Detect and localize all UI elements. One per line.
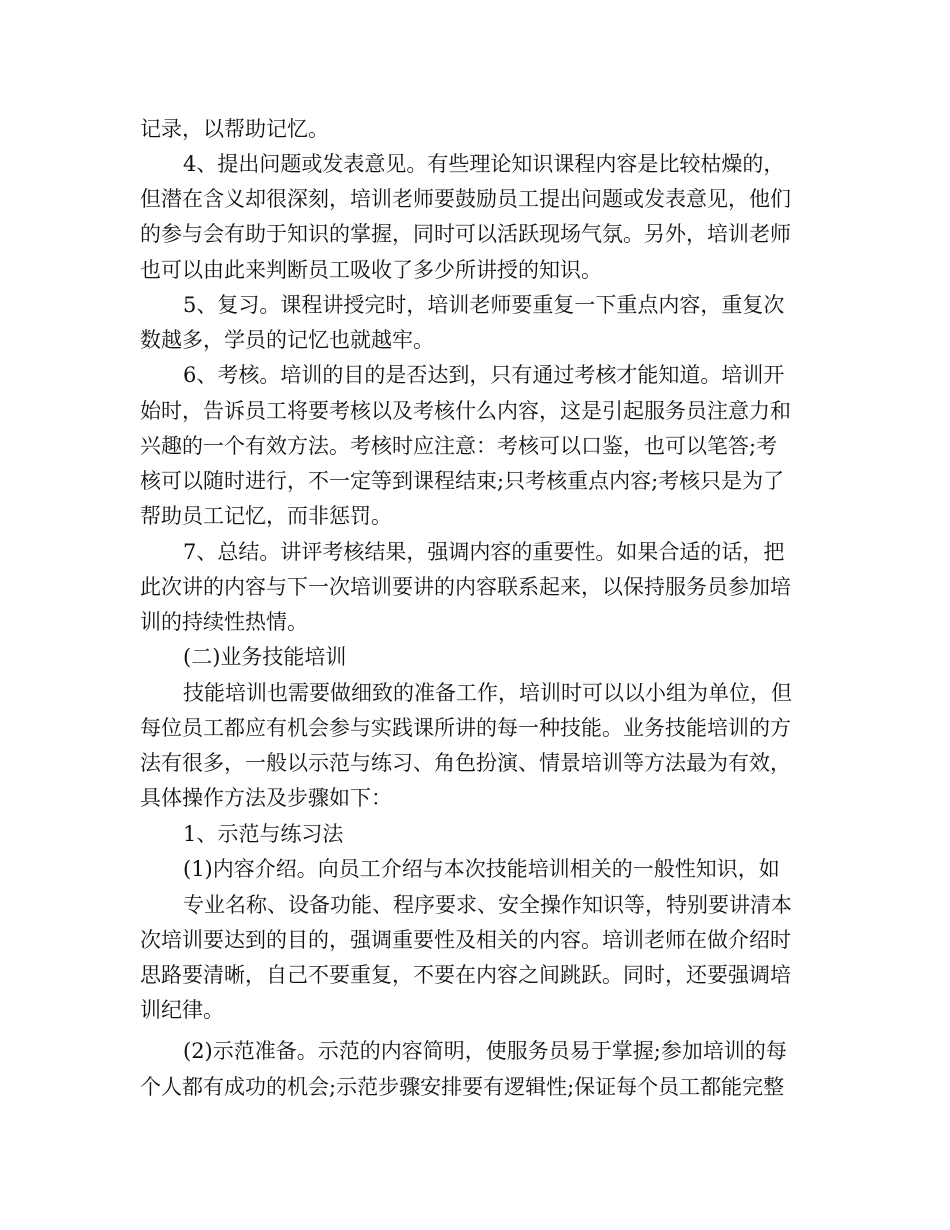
text-line: 次培训要达到的目的，强调重要性及相关的内容。培训老师在做介绍时 bbox=[140, 928, 791, 952]
text-line: 始时，告诉员工将要考核以及考核什么内容，这是引起服务员注意力和 bbox=[140, 399, 791, 423]
text-line: (1)内容介绍。向员工介绍与本次技能培训相关的一般性知识，如 bbox=[183, 857, 780, 881]
text-line: 也可以由此来判断员工吸收了多少所讲授的知识。 bbox=[140, 258, 602, 282]
section-heading: (二)业务技能培训 bbox=[183, 645, 347, 669]
text-line: 法有很多，一般以示范与练习、角色扮演、情景培训等方法最为有效， bbox=[140, 751, 791, 775]
text-line: 核可以随时进行，不一定等到课程结束;只考核重点内容;考核只是为了 bbox=[140, 469, 785, 493]
text-line: 4、提出问题或发表意见。有些理论知识课程内容是比较枯燥的， bbox=[183, 152, 785, 176]
text-line: 技能培训也需要做细致的准备工作，培训时可以以小组为单位，但 bbox=[183, 681, 792, 705]
text-line: 训的持续性热情。 bbox=[140, 610, 308, 634]
subsection-heading: 1、示范与练习法 bbox=[183, 822, 344, 846]
text-line: 记录，以帮助记忆。 bbox=[140, 117, 329, 141]
text-line: 此次讲的内容与下一次培训要讲的内容联系起来，以保持服务员参加培 bbox=[140, 575, 791, 599]
text-line: 但潜在含义却很深刻，培训老师要鼓励员工提出问题或发表意见，他们 bbox=[140, 187, 791, 211]
text-line: 帮助员工记忆，而非惩罚。 bbox=[140, 504, 392, 528]
text-line: 思路要清晰，自己不要重复，不要在内容之间跳跃。同时，还要强调培 bbox=[140, 963, 791, 987]
text-line: 的参与会有助于知识的掌握，同时可以活跃现场气氛。另外，培训老师 bbox=[140, 222, 791, 246]
text-line: 具体操作方法及步骤如下： bbox=[140, 786, 392, 810]
text-line: 个人都有成功的机会;示范步骤安排要有逻辑性;保证每个员工都能完整 bbox=[140, 1075, 785, 1099]
text-line: 6、考核。培训的目的是否达到，只有通过考核才能知道。培训开 bbox=[183, 363, 785, 387]
text-line: (2)示范准备。示范的内容简明，使服务员易于掌握;参加培训的每 bbox=[183, 1039, 787, 1063]
text-line: 训纪律。 bbox=[140, 998, 224, 1022]
text-line: 5、复习。课程讲授完时，培训老师要重复一下重点内容，重复次 bbox=[183, 293, 785, 317]
text-line: 专业名称、设备功能、程序要求、安全操作知识等，特别要讲清本 bbox=[183, 893, 792, 917]
text-line: 每位员工都应有机会参与实践课所讲的每一种技能。业务技能培训的方 bbox=[140, 716, 791, 740]
text-line: 7、总结。讲评考核结果，强调内容的重要性。如果合适的话，把 bbox=[183, 540, 785, 564]
text-line: 兴趣的一个有效方法。考核时应注意：考核可以口鉴，也可以笔答;考 bbox=[140, 434, 778, 458]
text-line: 数越多，学员的记忆也就越牢。 bbox=[140, 328, 434, 352]
